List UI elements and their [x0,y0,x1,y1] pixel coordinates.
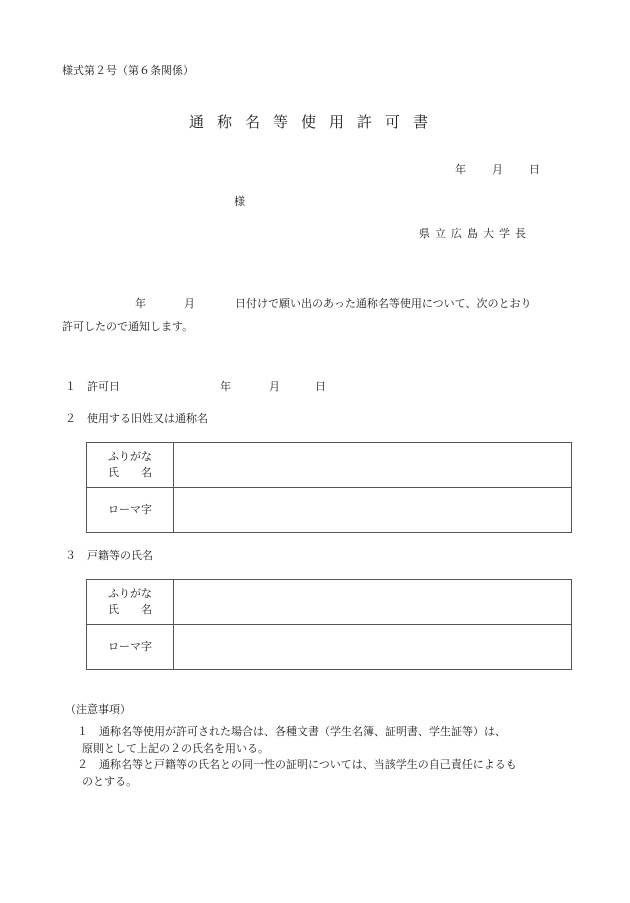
item-label: 戸籍等の氏名 [87,549,153,562]
addressee-suffix: 様 [234,195,245,208]
item-number: １ [65,380,76,393]
note-number: ２ [77,758,88,771]
item-label: 使用する旧姓又は通称名 [87,412,208,425]
table-row [87,580,572,625]
furigana-name-label: ふりがな 氏 名 [87,443,174,488]
registered-name-field[interactable] [174,580,572,625]
notes-heading: （注意事項） [65,703,131,716]
item-permit-date [65,380,326,394]
registered-romaji-field[interactable] [174,625,572,670]
alias-romaji-field[interactable] [174,488,572,533]
table-row [87,443,572,488]
item-number: ３ [65,549,76,562]
issue-date-year: 年 [455,163,466,176]
table-row [87,625,572,670]
permit-year: 年 [220,380,231,393]
body-year: 年 [135,297,146,310]
item-alias-name [65,412,208,426]
issue-date-day: 日 [529,163,540,176]
note-continuation: のとする。 [82,775,137,788]
permit-month: 月 [269,380,280,393]
body-line-1 [62,297,531,311]
note-text: 通称名等と戸籍等の氏名との同一性の証明については、当該学生の自己責任によるも [99,758,517,771]
registered-name-table [86,579,572,670]
note-text: 通称名等使用が許可された場合は、各種文書（学生名簿、証明書、学生証等）は、 [99,725,506,738]
note-number: １ [77,725,88,738]
issuer-name: 県立広島大学長 [419,227,531,240]
document-title: 通称名等使用許可書 [188,113,441,131]
item-number: ２ [65,412,76,425]
body-line-2: 許可したので通知します。 [62,320,194,333]
romaji-label: ローマ字 [87,625,174,670]
body-line-1-text: 日付けで願い出のあった通称名等使用について、次のとおり [235,297,532,310]
item-registered-name [65,549,153,563]
furigana-name-label: ふりがな 氏 名 [87,580,174,625]
permit-day: 日 [315,380,326,393]
note-item [77,725,506,739]
note-continuation: 原則として上記の２の氏名を用いる。 [82,742,269,755]
note-item [77,758,517,772]
issue-date-month: 月 [492,163,503,176]
alias-name-table [86,442,572,533]
issue-date [455,163,540,177]
alias-name-field[interactable] [174,443,572,488]
form-number: 様式第２号（第６条関係） [62,64,194,77]
item-label: 許可日 [87,380,120,393]
table-row [87,488,572,533]
romaji-label: ローマ字 [87,488,174,533]
body-month: 月 [184,297,195,310]
